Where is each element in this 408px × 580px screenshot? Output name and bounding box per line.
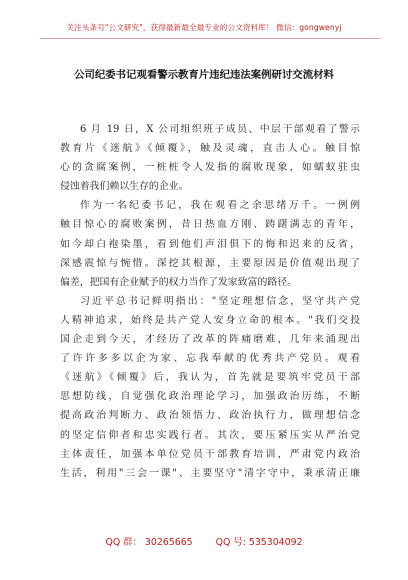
footer-contact bbox=[0, 534, 408, 548]
document-body bbox=[60, 120, 360, 483]
paragraph-line: 主体责任，加强本单位党员干部教育培训，严肃党内政治 bbox=[60, 448, 360, 460]
paragraph-line: 的坚定信仰者和忠实践行者。其次，要压紧压实从严治党 bbox=[60, 429, 360, 441]
paragraph-line: 习近平总书记鲜明指出："坚定理想信念，坚守共产党 bbox=[80, 295, 360, 307]
paragraph-line: 国企走到今天，才经历了改革的阵痛磨难，几年来涌现出 bbox=[60, 334, 360, 346]
paragraph-1 bbox=[60, 120, 360, 196]
paragraph-line: 了许许多多以企为家、忘我奉献的优秀共产党员。观看 bbox=[60, 353, 360, 365]
paragraph-line: 心的贪腐案例，一桩桩令人发指的腐败现象，如蠕蚁驻虫 bbox=[60, 162, 360, 174]
footer-qq-number[interactable]: QQ 号: 535304092 bbox=[215, 537, 303, 548]
paragraph-line: 提高政治判断力、政治领悟力、政治执行力，做理想信念 bbox=[60, 410, 360, 422]
document-title: 公司纪委书记观看警示教育片违纪违法案例研讨交流材料 bbox=[74, 69, 334, 81]
paragraph-line: 触目惊心的腐败案例，昔日热血方刚、踌躇满志的青年， bbox=[60, 219, 360, 231]
paragraph-line: 侵蚀着我们赖以生存的企业。 bbox=[60, 181, 189, 193]
paragraph-line: 《迷航》《倾覆》后，我认为，首先就是要筑牢党员干部 bbox=[60, 372, 360, 384]
paragraph-line: 作为一名纪委书记，我在观看之余思绪万千。一例例 bbox=[80, 200, 360, 212]
paragraph-line: 教育片《迷航》《倾覆》，触及灵魂，直击人心。触目惊 bbox=[60, 143, 360, 155]
paragraph-line: 生活，利用"三会一课"、主要坚守"清字守中，秉承清正廉 bbox=[60, 467, 360, 479]
paragraph-line: 如今却白袍染墨，看到他们声泪俱下的悔和迟来的反省， bbox=[60, 238, 360, 250]
paragraph-line: 深感震惊与惋惜。深挖其根源，主要原因是价值观出现了 bbox=[60, 257, 360, 269]
header-banner[interactable]: 关注头条号"公文研究"，获得最新最全最专业的公文资料库！ 微信：gongwenyj bbox=[66, 23, 342, 32]
paragraph-line: 人精神追求，始终是共产党人安身立命的根本。"我们交投 bbox=[60, 314, 360, 326]
paragraph-2 bbox=[60, 196, 360, 291]
footer-qq-group[interactable]: QQ 群： 30265665 bbox=[105, 537, 193, 548]
paragraph-line: 6 月 19 日，X 公司组织班子成员、中层干部观看了警示 bbox=[80, 124, 360, 135]
paragraph-line: 思想防线，自觉强化政治理论学习，加强政治历练，不断 bbox=[60, 391, 360, 403]
paragraph-3 bbox=[60, 292, 360, 483]
paragraph-line: 偏差，把国有企业赋予的权力当作了发家致富的路径。 bbox=[60, 276, 298, 288]
header-divider bbox=[40, 38, 380, 39]
